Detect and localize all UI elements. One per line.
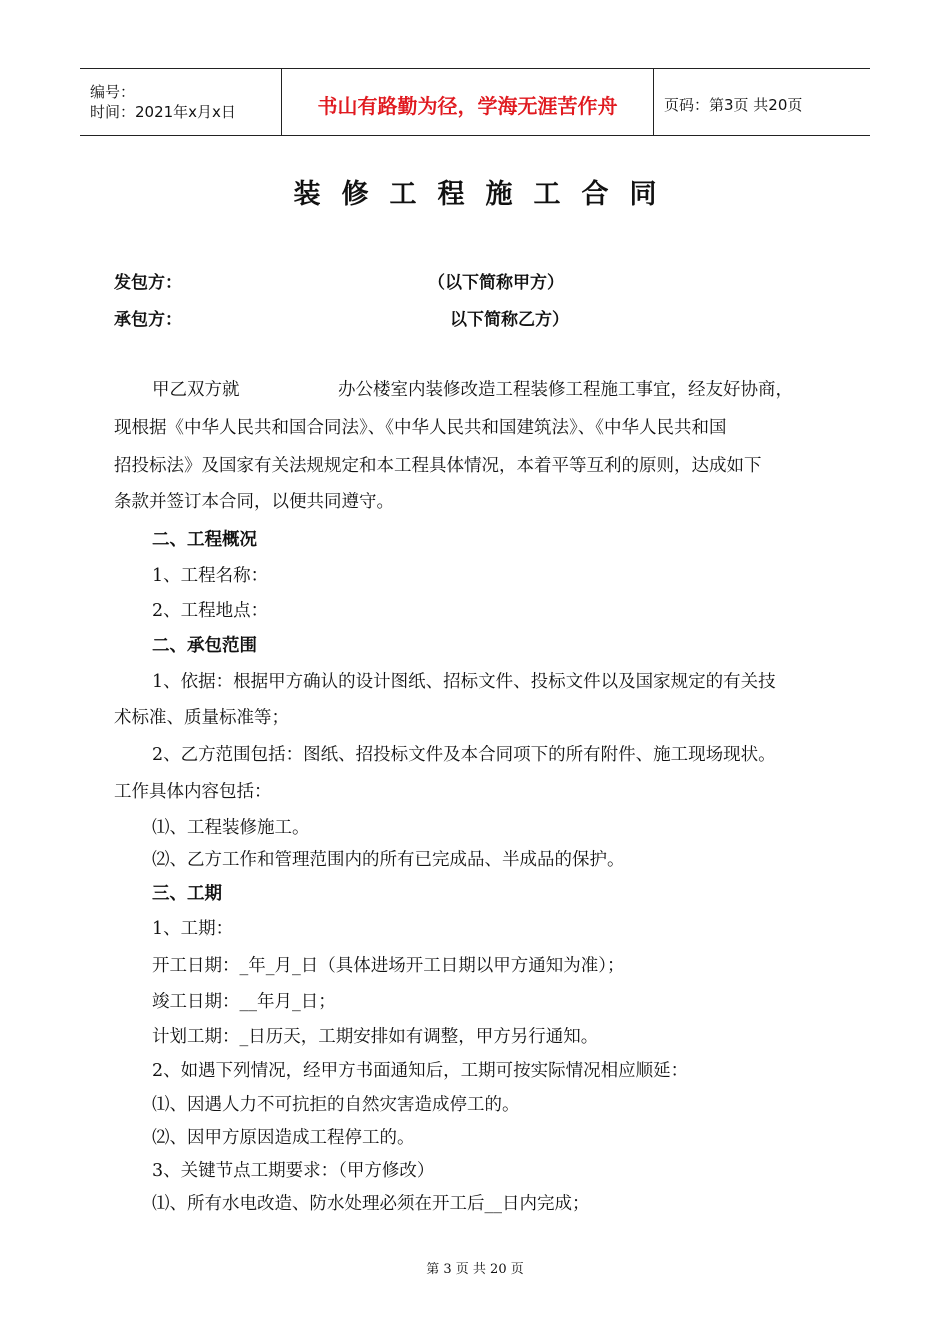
page-info-text: 页码：第3页 共20页: [664, 95, 803, 114]
s3-item-1: 1、工期：: [152, 919, 234, 939]
contractor-label: 承包方：: [114, 310, 182, 330]
s1-item-1: 1、工程名称：: [152, 566, 269, 586]
s2-item-2-line-2: 工作具体内容包括：: [114, 782, 272, 802]
header-meta: [80, 69, 282, 135]
intro-line-2: 现根据《中华人民共和国合同法》、《中华人民共和国建筑法》、《中华人民共和国: [114, 418, 727, 438]
document-title: 装修工程施工合同: [293, 179, 678, 210]
intro-line-1a: 甲乙双方就: [152, 380, 240, 400]
s3-item-3: 3、关键节点工期要求：（甲方修改）: [152, 1161, 435, 1181]
s3-item-3-sub-1: ⑴、所有水电改造、防水处理必须在开工后__日内完成；: [152, 1194, 590, 1214]
section-3-title: 三、工期: [152, 884, 222, 904]
s3-item-2-sub-2: ⑵、因甲方原因造成工程停工的。: [152, 1128, 415, 1148]
section-2-title: 二、承包范围: [152, 636, 257, 656]
s3-plan: 计划工期：_日历天，工期安排如有调整，甲方另行通知。: [152, 1027, 599, 1047]
s3-end-date: 竣工日期：__年月_日；: [152, 992, 336, 1012]
header-page-info: [654, 69, 870, 135]
s1-item-2: 2、工程地点：: [152, 601, 269, 621]
s2-sub-2: ⑵、乙方工作和管理范围内的所有已完成品、半成品的保护。: [152, 850, 625, 870]
s3-start-date: 开工日期：_年_月_日（具体进场开工日期以甲方通知为准）；: [152, 956, 625, 976]
section-1-title: 二、工程概况: [152, 530, 257, 550]
header-motto: [282, 69, 654, 135]
doc-date: 时间：2021年x月x日: [90, 103, 236, 121]
s2-item-1-line-1: 1、依据：根据甲方确认的设计图纸、招标文件、投标文件以及国家规定的有关技: [152, 672, 776, 692]
employer-note: （以下简称甲方）: [428, 273, 564, 293]
s2-item-2-line-1: 2、乙方范围包括：图纸、招投标文件及本合同项下的所有附件、施工现场现状。: [152, 745, 776, 765]
motto-text: 书山有路勤为径，学海无涯苦作舟: [317, 93, 618, 118]
header-table: [80, 68, 870, 136]
employer-label: 发包方：: [114, 273, 182, 293]
intro-line-4: 条款并签订本合同，以便共同遵守。: [114, 492, 394, 512]
page-footer: 第 3 页 共 20 页: [426, 1262, 524, 1277]
intro-line-3: 招投标法》及国家有关法规规定和本工程具体情况，本着平等互利的原则，达成如下: [114, 456, 762, 476]
contractor-note: 以下简称乙方）: [450, 310, 569, 330]
intro-line-1b: 办公楼室内装修改造工程装修工程施工事宜，经友好协商，: [338, 380, 793, 400]
s2-sub-1: ⑴、工程装修施工。: [152, 818, 310, 838]
s3-item-2: 2、如遇下列情况，经甲方书面通知后，工期可按实际情况相应顺延：: [152, 1061, 689, 1081]
s3-item-2-sub-1: ⑴、因遇人力不可抗拒的自然灾害造成停工的。: [152, 1095, 520, 1115]
s2-item-1-line-2: 术标准、质量标准等；: [114, 708, 289, 728]
doc-code: 编号：: [90, 83, 136, 101]
